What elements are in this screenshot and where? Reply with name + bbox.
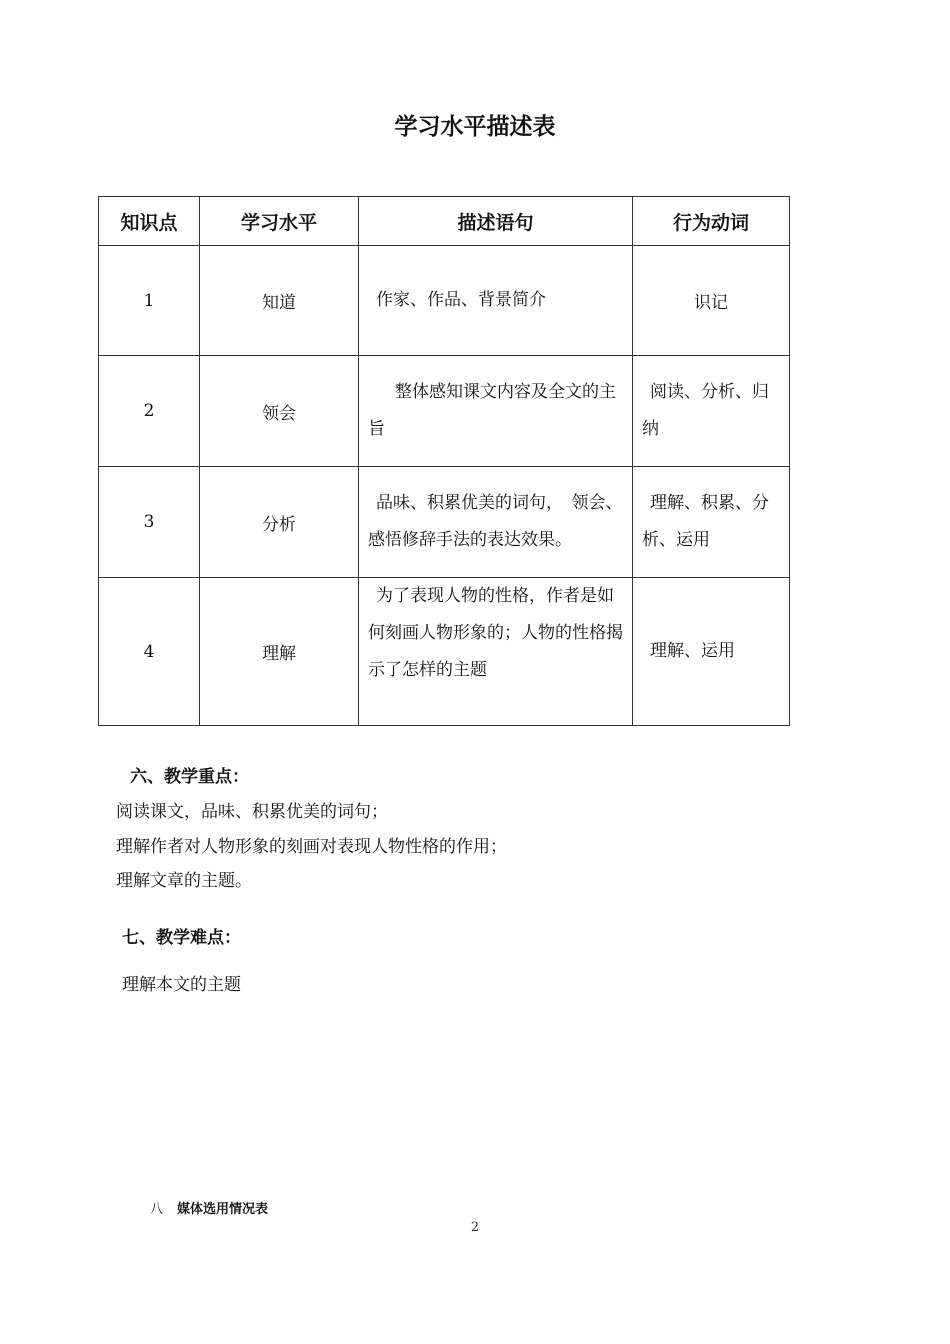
cell-desc-text: 整体感知课文内容及全文的主旨 [368,382,616,439]
section-8-heading [150,1198,268,1217]
section-8-title: 媒体选用情况表 [177,1202,269,1217]
table-row [99,246,790,356]
header-learning-level: 学习水平 [200,197,359,246]
cell-level: 知道 [200,246,359,356]
section-7-line: 理解本文的主题 [122,975,241,995]
cell-desc [359,467,633,578]
table-row [99,578,790,726]
cell-desc-text: 为了表现人物的性格，作者是如何刻画人物形象的；人物的性格揭示了怎样的主题 [368,586,623,680]
cell-point: 1 [99,246,200,356]
cell-level: 领会 [200,356,359,467]
cell-verbs [633,467,790,578]
cell-point: 4 [99,578,200,726]
header-behavior-verbs: 行为动词 [633,197,790,246]
cell-level: 理解 [200,578,359,726]
cell-desc [359,246,633,356]
section-6-line: 理解文章的主题。 [116,871,252,891]
cell-verbs-text: 阅读、分析、归纳 [642,382,769,439]
cell-desc-text: 品味、积累优美的词句， 领会、感悟修辞手法的表达效果。 [368,493,623,550]
learning-level-table [98,196,790,726]
cell-level: 分析 [200,467,359,578]
cell-desc-text: 作家、作品、背景简介 [376,290,546,310]
section-6-line: 阅读课文，品味、积累优美的词句； [116,802,388,822]
cell-desc [359,356,633,467]
cell-verbs: 识记 [633,246,790,356]
cell-verbs-text: 理解、运用 [650,641,735,661]
section-6-line: 理解作者对人物形象的刻画对表现人物性格的作用； [116,837,507,857]
cell-point: 3 [99,467,200,578]
table-row [99,356,790,467]
cell-verbs-text: 理解、积累、分析、运用 [642,493,769,550]
header-knowledge-point: 知识点 [99,197,200,246]
table-row [99,467,790,578]
page-number: 2 [470,1220,480,1235]
table-header-row [99,197,790,246]
cell-verbs [633,356,790,467]
section-7-heading: 七、教学难点： [122,928,241,948]
cell-point: 2 [99,356,200,467]
cell-desc [359,578,633,726]
page-title: 学习水平描述表 [394,114,556,140]
section-8-number: 八 [150,1202,164,1217]
header-description: 描述语句 [359,197,633,246]
cell-verbs [633,578,790,726]
section-6-heading: 六、教学重点： [130,767,249,787]
